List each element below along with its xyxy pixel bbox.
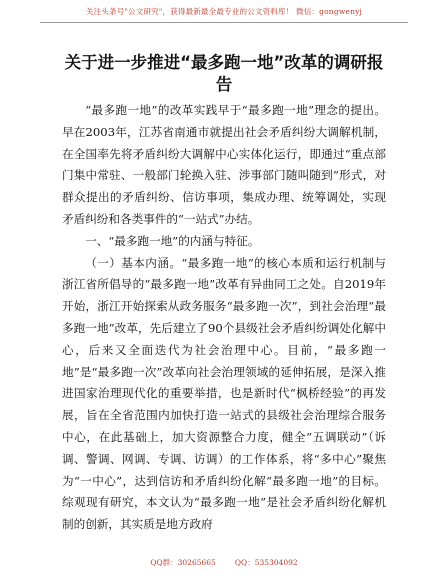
section-heading: 一、“最多跑一地”的内涵与特征。 [85, 233, 260, 248]
qq-number: 535304092 [254, 558, 298, 567]
qq-group-label: QQ群： [150, 558, 178, 567]
document-title: 关于进一步推进“最多跑一地”改革的调研报告 [64, 53, 384, 94]
qq-group-number: 30265665 [177, 558, 216, 567]
document-body [62, 100, 386, 536]
page-footer [0, 557, 448, 568]
intro-paragraph: “最多跑一地”的改革实践早于“最多跑一地”理念的提出。早在2003年，江苏省南通市就提出社会矛盾纠纷大调解机制，在全国率先将矛盾纠纷大调解中心实体化运行，即通过“重点部门集中常驻、一般部门轮换入驻、涉事部门随叫随到”形式，对群众提出的矛盾纠纷、信访事项，集成办理、统筹调处，实现矛盾纠纷和各类事件的“一站式”办结。 [62, 103, 386, 226]
qq-label: QQ： [234, 558, 255, 567]
footer-spacer [216, 558, 235, 567]
promo-banner: 关注头条号"公文研究"，获得最新最全最专业的公文资料库！ 微信：gongwenyj [85, 7, 363, 16]
header-rule [40, 22, 408, 23]
page-header [0, 6, 448, 28]
body-paragraph: （一）基本内涵。“最多跑一地”的核心本质和运行机制与浙江省所倡导的“最多跑一地”改革有异曲同工之处。自2019年开始，浙江开始探索从政务服务“最多跑一次”，到社会治理“最多跑一地”改革，先后建立了90个县级社会矛盾纠纷调处化解中心，后来又全面迭代为社会治理中心。目前，“最多跑一地”是“最多跑一次”改革向社会治理领域的延伸拓展，是深入推进国家治理现代化的重要举措，也是新时代“枫桥经验”的再发展，旨在全省范围内加快打造一站式的县级社会治理综合服务中心，在此基础上，加大资源整合力度，健全“五调联动”（诉调、警调、网调、专调、访调）的工作体系，将“多中心”聚焦为“一中心”，达到信访和矛盾纠纷化解“最多跑一地”的目标。综观现有研究，本文认为“最多跑一地”是社会矛盾纠纷化解机制的创新，其实质是地方政府 [62, 255, 386, 532]
